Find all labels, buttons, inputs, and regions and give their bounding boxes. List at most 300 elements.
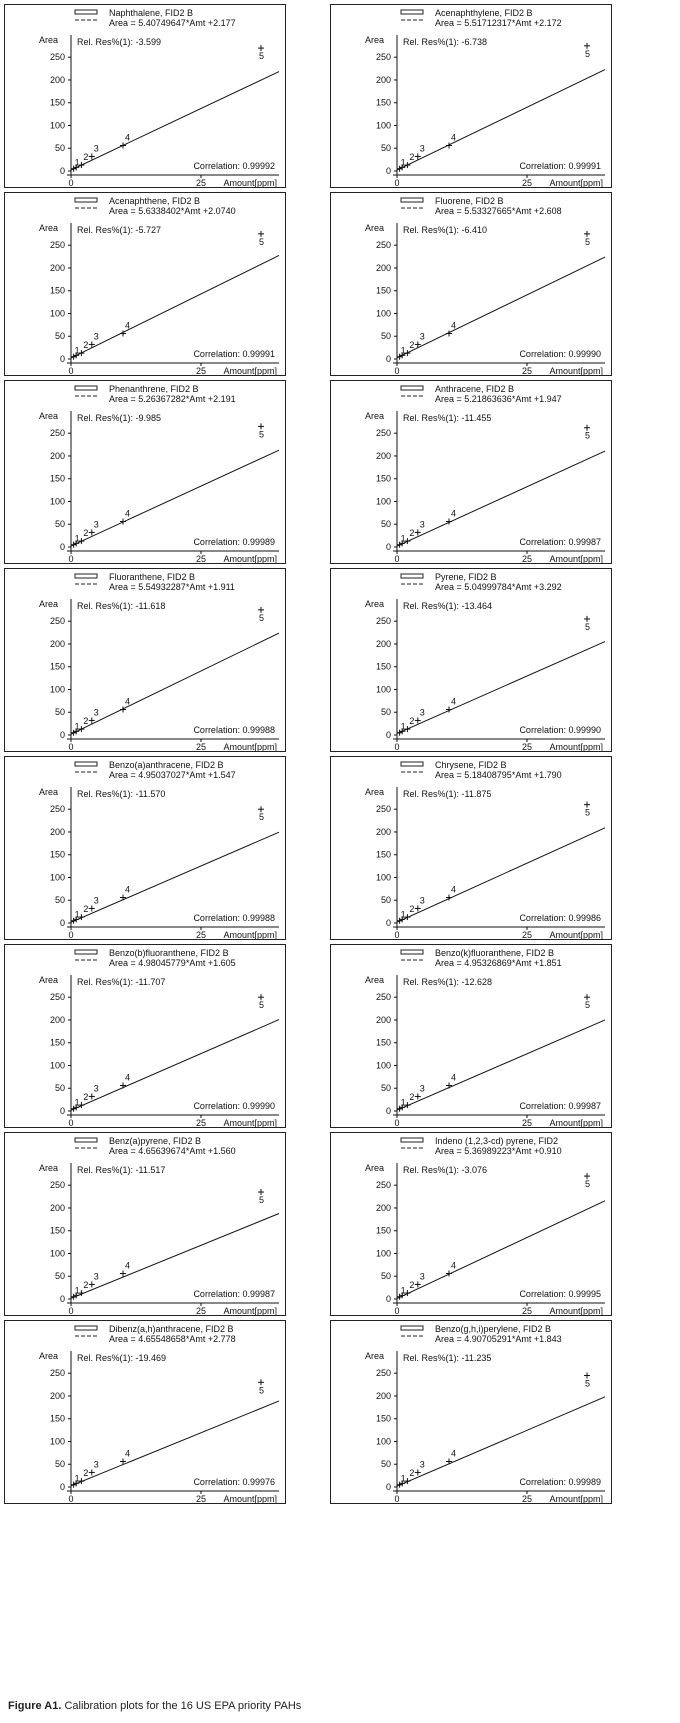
y-tick-label: 250 [375, 1180, 391, 1191]
plot-title: Benzo(k)fluoranthene, FID2 B [435, 948, 555, 958]
correlation-value: Correlation: 0.99990 [519, 349, 601, 359]
y-tick-label: 200 [375, 1202, 391, 1213]
y-tick-label: 100 [49, 496, 65, 507]
data-point-label: 3 [419, 143, 425, 154]
x-tick-label: 0 [68, 742, 74, 751]
y-tick-label: 100 [375, 496, 391, 507]
y-tick-label: 50 [54, 519, 65, 530]
y-tick-label: 0 [59, 542, 65, 552]
data-point-label: 1 [74, 157, 80, 168]
regression-equation: Area = 4.90705291*Amt +1.843 [435, 1334, 562, 1344]
x-tick-label: 25 [195, 930, 207, 939]
y-axis-label: Area [39, 1163, 59, 1173]
relative-residual: Rel. Res%(1): -6.738 [403, 37, 488, 47]
relative-residual: Rel. Res%(1): -11.235 [403, 1353, 492, 1363]
calibration-plot-panel [4, 1320, 286, 1504]
data-point-label: 1 [74, 345, 80, 356]
data-point-label: 2 [409, 904, 415, 915]
data-point-label: 5 [585, 430, 591, 441]
data-point-label: 2 [409, 1280, 415, 1291]
y-tick-label: 200 [375, 1390, 391, 1401]
data-point-label: 5 [259, 236, 265, 247]
y-tick-label: 150 [375, 1225, 391, 1236]
calibration-plot-panel [330, 1132, 612, 1316]
y-axis-label: Area [365, 599, 385, 609]
plot-title: Phenanthrene, FID2 B [109, 384, 199, 394]
y-tick-label: 250 [49, 616, 65, 627]
y-tick-label: 200 [375, 1014, 391, 1025]
regression-line [71, 72, 279, 170]
y-tick-label: 100 [49, 1436, 65, 1447]
data-point-label: 3 [93, 1459, 99, 1470]
data-point-label: 3 [93, 331, 99, 342]
y-tick-label: 150 [49, 1225, 65, 1236]
data-point-label: 3 [93, 895, 99, 906]
y-tick-label: 200 [375, 826, 391, 837]
plot-title: Acenaphthylene, FID2 B [435, 8, 533, 18]
data-point-label: 5 [259, 812, 265, 823]
y-tick-label: 50 [54, 895, 65, 906]
data-point-label: 1 [400, 909, 406, 920]
regression-line [71, 633, 279, 734]
y-tick-label: 200 [375, 450, 391, 461]
data-point-label: 1 [74, 533, 80, 544]
data-point-label: 3 [93, 143, 99, 154]
y-axis-label: Area [365, 223, 385, 233]
x-axis-label: Amount[ppm] [223, 1306, 277, 1315]
calibration-plot-panel [4, 568, 286, 752]
regression-line [397, 642, 605, 734]
calibration-plot-svg [331, 193, 611, 375]
y-tick-label: 100 [375, 1060, 391, 1071]
y-tick-label: 150 [375, 1037, 391, 1048]
correlation-value: Correlation: 0.99989 [193, 537, 275, 547]
y-tick-label: 0 [385, 166, 391, 176]
y-tick-label: 50 [380, 331, 391, 342]
y-tick-label: 250 [49, 240, 65, 251]
data-point-label: 2 [83, 528, 89, 539]
y-tick-label: 0 [59, 166, 65, 176]
data-point-label: 4 [451, 1072, 457, 1083]
data-point-label: 4 [451, 132, 457, 143]
y-axis-label: Area [39, 975, 59, 985]
data-point-label: 1 [400, 533, 406, 544]
data-point-label: 2 [83, 1468, 89, 1479]
data-point-label: 4 [451, 696, 457, 707]
y-tick-label: 0 [385, 542, 391, 552]
relative-residual: Rel. Res%(1): -11.707 [77, 977, 166, 987]
data-point-label: 4 [125, 1072, 131, 1083]
correlation-value: Correlation: 0.99989 [519, 1477, 601, 1487]
regression-equation: Area = 5.53327665*Amt +2.608 [435, 206, 562, 216]
data-point-label: 4 [125, 696, 131, 707]
y-axis-label: Area [365, 787, 385, 797]
y-tick-label: 150 [375, 97, 391, 108]
y-tick-label: 50 [380, 707, 391, 718]
correlation-value: Correlation: 0.99992 [193, 161, 275, 171]
legend-marker-icon [401, 198, 423, 202]
data-point-label: 4 [125, 132, 131, 143]
y-tick-label: 200 [375, 638, 391, 649]
y-tick-label: 100 [49, 1060, 65, 1071]
y-tick-label: 150 [49, 849, 65, 860]
plot-title: Fluorene, FID2 B [435, 196, 504, 206]
calibration-plot-svg [5, 5, 285, 187]
legend-marker-icon [75, 950, 97, 954]
regression-line [71, 1214, 279, 1299]
x-axis-label: Amount[ppm] [549, 1306, 603, 1315]
correlation-value: Correlation: 0.99988 [193, 913, 275, 923]
data-point-label: 4 [451, 1448, 457, 1459]
y-tick-label: 150 [49, 661, 65, 672]
plot-title: Chrysene, FID2 B [435, 760, 507, 770]
y-tick-label: 250 [49, 1180, 65, 1191]
regression-line [71, 832, 279, 922]
data-point-label: 1 [400, 157, 406, 168]
data-point-label: 4 [451, 884, 457, 895]
relative-residual: Rel. Res%(1): -19.469 [77, 1353, 167, 1363]
relative-residual: Rel. Res%(1): -11.618 [77, 601, 166, 611]
y-tick-label: 150 [375, 849, 391, 860]
y-axis-label: Area [39, 1351, 59, 1361]
regression-line [397, 1020, 605, 1110]
y-tick-label: 50 [380, 1083, 391, 1094]
x-tick-label: 0 [68, 554, 74, 563]
legend-marker-icon [401, 386, 423, 390]
y-axis-label: Area [365, 1163, 385, 1173]
legend-marker-icon [75, 1326, 97, 1330]
legend-marker-icon [75, 386, 97, 390]
x-tick-label: 25 [521, 1306, 533, 1315]
plot-title: Benzo(g,h,i)perylene, FID2 B [435, 1324, 552, 1334]
y-tick-label: 100 [375, 120, 391, 131]
relative-residual: Rel. Res%(1): -11.517 [77, 1165, 166, 1175]
data-point-label: 3 [93, 519, 99, 530]
correlation-value: Correlation: 0.99987 [519, 1101, 601, 1111]
data-point-label: 5 [259, 1385, 265, 1396]
legend-marker-icon [75, 762, 97, 766]
calibration-plot-panel [330, 756, 612, 940]
data-point-label: 5 [259, 1000, 265, 1011]
y-tick-label: 250 [49, 992, 65, 1003]
plot-title: Benz(a)pyrene, FID2 B [109, 1136, 202, 1146]
y-tick-label: 0 [385, 918, 391, 928]
y-tick-label: 0 [59, 918, 65, 928]
y-tick-label: 100 [49, 120, 65, 131]
y-tick-label: 250 [49, 1368, 65, 1379]
x-tick-label: 0 [394, 366, 400, 375]
y-axis-label: Area [365, 35, 385, 45]
data-point-label: 5 [585, 236, 591, 247]
y-tick-label: 250 [375, 992, 391, 1003]
y-axis-label: Area [39, 223, 59, 233]
x-tick-label: 25 [195, 178, 207, 187]
x-tick-label: 25 [195, 1494, 207, 1503]
data-point-label: 5 [259, 51, 265, 62]
x-tick-label: 0 [68, 1306, 74, 1315]
y-tick-label: 0 [385, 1294, 391, 1304]
plot-title: Naphthalene, FID2 B [109, 8, 194, 18]
data-point-label: 5 [259, 612, 265, 623]
regression-line [397, 1397, 605, 1486]
y-tick-label: 250 [375, 240, 391, 251]
correlation-value: Correlation: 0.99976 [193, 1477, 275, 1487]
x-axis-label: Amount[ppm] [223, 930, 277, 939]
data-point-label: 1 [74, 1097, 80, 1108]
regression-equation: Area = 5.18408795*Amt +1.790 [435, 770, 562, 780]
y-tick-label: 0 [59, 1482, 65, 1492]
y-tick-label: 200 [49, 1202, 65, 1213]
x-axis-label: Amount[ppm] [549, 178, 603, 187]
x-tick-label: 25 [195, 366, 207, 375]
x-axis-label: Amount[ppm] [549, 930, 603, 939]
correlation-value: Correlation: 0.99986 [519, 913, 601, 923]
regression-equation: Area = 5.04999784*Amt +3.292 [435, 582, 562, 592]
data-point-label: 3 [93, 1083, 99, 1094]
y-tick-label: 0 [59, 354, 65, 364]
legend-marker-icon [401, 1138, 423, 1142]
calibration-plot-panel [4, 4, 286, 188]
data-point-label: 3 [419, 707, 425, 718]
data-point-label: 1 [400, 1285, 406, 1296]
data-point-label: 5 [585, 48, 591, 59]
y-tick-label: 50 [380, 1271, 391, 1282]
correlation-value: Correlation: 0.99988 [193, 725, 275, 735]
calibration-plot-svg [5, 381, 285, 563]
regression-equation: Area = 4.95037027*Amt +1.547 [109, 770, 236, 780]
legend-marker-icon [401, 950, 423, 954]
calibration-plot-svg [331, 1321, 611, 1503]
relative-residual: Rel. Res%(1): -3.599 [77, 37, 162, 47]
y-tick-label: 50 [54, 143, 65, 154]
y-axis-label: Area [365, 411, 385, 421]
regression-equation: Area = 5.21863636*Amt +1.947 [435, 394, 562, 404]
x-axis-label: Amount[ppm] [223, 554, 277, 563]
data-point-label: 1 [400, 1473, 406, 1484]
relative-residual: Rel. Res%(1): -11.455 [403, 413, 492, 423]
x-tick-label: 25 [521, 1118, 533, 1127]
x-tick-label: 0 [394, 1494, 400, 1503]
y-tick-label: 200 [49, 262, 65, 273]
y-tick-label: 0 [385, 730, 391, 740]
y-tick-label: 50 [380, 1459, 391, 1470]
y-tick-label: 50 [54, 331, 65, 342]
data-point-label: 4 [451, 508, 457, 519]
x-axis-label: Amount[ppm] [549, 742, 603, 751]
calibration-plot-panel [4, 1132, 286, 1316]
y-tick-label: 200 [49, 826, 65, 837]
x-tick-label: 0 [394, 930, 400, 939]
correlation-value: Correlation: 0.99995 [519, 1289, 601, 1299]
calibration-plot-svg [5, 193, 285, 375]
y-tick-label: 0 [385, 354, 391, 364]
x-tick-label: 0 [68, 1494, 74, 1503]
x-axis-label: Amount[ppm] [223, 1118, 277, 1127]
plot-title: Anthracene, FID2 B [435, 384, 515, 394]
legend-marker-icon [75, 10, 97, 14]
data-point-label: 3 [419, 519, 425, 530]
y-axis-label: Area [39, 411, 59, 421]
data-point-label: 2 [83, 340, 89, 351]
correlation-value: Correlation: 0.99987 [193, 1289, 275, 1299]
y-tick-label: 50 [54, 707, 65, 718]
calibration-plot-panel [330, 4, 612, 188]
plot-title: Benzo(b)fluoranthene, FID2 B [109, 948, 229, 958]
legend-marker-icon [75, 574, 97, 578]
y-tick-label: 150 [375, 1413, 391, 1424]
data-point-label: 2 [409, 528, 415, 539]
data-point-label: 1 [74, 721, 80, 732]
relative-residual: Rel. Res%(1): -13.464 [403, 601, 493, 611]
y-tick-label: 100 [49, 308, 65, 319]
relative-residual: Rel. Res%(1): -9.985 [77, 413, 162, 423]
y-tick-label: 200 [49, 1390, 65, 1401]
calibration-plot-svg [5, 569, 285, 751]
y-tick-label: 250 [375, 1368, 391, 1379]
data-point-label: 3 [419, 1083, 425, 1094]
regression-line [397, 70, 605, 170]
y-tick-label: 200 [49, 74, 65, 85]
y-tick-label: 150 [49, 1413, 65, 1424]
calibration-plot-panel [4, 192, 286, 376]
data-point-label: 2 [83, 716, 89, 727]
y-tick-label: 200 [375, 262, 391, 273]
regression-line [397, 257, 605, 358]
data-point-label: 4 [125, 320, 131, 331]
y-tick-label: 150 [49, 1037, 65, 1048]
x-tick-label: 25 [521, 554, 533, 563]
x-tick-label: 0 [394, 1118, 400, 1127]
calibration-plot-svg [331, 5, 611, 187]
relative-residual: Rel. Res%(1): -11.875 [403, 789, 492, 799]
calibration-plot-panel [330, 192, 612, 376]
x-tick-label: 25 [521, 930, 533, 939]
legend-marker-icon [401, 762, 423, 766]
x-axis-label: Amount[ppm] [549, 1494, 603, 1503]
correlation-value: Correlation: 0.99991 [519, 161, 601, 171]
relative-residual: Rel. Res%(1): -5.727 [77, 225, 162, 235]
regression-line [71, 450, 279, 546]
data-point-label: 2 [409, 1092, 415, 1103]
y-axis-label: Area [365, 1351, 385, 1361]
y-axis-label: Area [39, 599, 59, 609]
y-tick-label: 250 [375, 52, 391, 63]
regression-equation: Area = 4.95326869*Amt +1.851 [435, 958, 562, 968]
data-point-label: 2 [83, 1280, 89, 1291]
calibration-plot-panel [4, 944, 286, 1128]
data-point-label: 3 [93, 707, 99, 718]
calibration-plot-panel [330, 380, 612, 564]
y-tick-label: 250 [375, 804, 391, 815]
data-point-label: 5 [585, 621, 591, 632]
y-tick-label: 50 [380, 895, 391, 906]
regression-equation: Area = 4.98045779*Amt +1.605 [109, 958, 236, 968]
relative-residual: Rel. Res%(1): -3.076 [403, 1165, 488, 1175]
y-tick-label: 250 [375, 616, 391, 627]
x-tick-label: 0 [394, 742, 400, 751]
y-axis-label: Area [39, 35, 59, 45]
x-tick-label: 25 [195, 554, 207, 563]
y-tick-label: 0 [385, 1106, 391, 1116]
x-tick-label: 25 [195, 742, 207, 751]
data-point-label: 4 [125, 508, 131, 519]
y-tick-label: 100 [375, 872, 391, 883]
correlation-value: Correlation: 0.99990 [193, 1101, 275, 1111]
x-axis-label: Amount[ppm] [549, 554, 603, 563]
correlation-value: Correlation: 0.99987 [519, 537, 601, 547]
data-point-label: 1 [400, 721, 406, 732]
figure-caption-text: Calibration plots for the 16 US EPA priority PAHs [64, 1700, 302, 1712]
plot-title: Pyrene, FID2 B [435, 572, 497, 582]
y-tick-label: 200 [49, 638, 65, 649]
y-tick-label: 150 [375, 473, 391, 484]
data-point-label: 5 [585, 1000, 591, 1011]
x-tick-label: 0 [68, 366, 74, 375]
data-point-label: 1 [400, 1097, 406, 1108]
y-tick-label: 200 [49, 1014, 65, 1025]
data-point-label: 5 [585, 807, 591, 818]
calibration-plot-panel [330, 944, 612, 1128]
legend-marker-icon [401, 574, 423, 578]
y-tick-label: 250 [49, 804, 65, 815]
x-tick-label: 0 [68, 1118, 74, 1127]
calibration-plot-panel [4, 380, 286, 564]
data-point-label: 2 [409, 1468, 415, 1479]
data-point-label: 4 [451, 1260, 457, 1271]
y-tick-label: 100 [375, 1436, 391, 1447]
x-tick-label: 0 [394, 1306, 400, 1315]
legend-marker-icon [75, 1138, 97, 1142]
calibration-plot-svg [331, 569, 611, 751]
y-tick-label: 150 [49, 97, 65, 108]
relative-residual: Rel. Res%(1): -11.570 [77, 789, 166, 799]
y-tick-label: 50 [380, 143, 391, 154]
data-point-label: 3 [419, 331, 425, 342]
plot-title: Acenaphthene, FID2 B [109, 196, 201, 206]
regression-equation: Area = 5.51712317*Amt +2.172 [435, 18, 562, 28]
legend-marker-icon [401, 1326, 423, 1330]
calibration-plot-svg [5, 757, 285, 939]
data-point-label: 1 [74, 1285, 80, 1296]
plot-title: Dibenz(a,h)anthracene, FID2 B [109, 1324, 234, 1334]
calibration-plot-svg [331, 381, 611, 563]
regression-line [71, 1401, 279, 1486]
y-axis-label: Area [365, 975, 385, 985]
regression-equation: Area = 5.36989223*Amt +0.910 [435, 1146, 562, 1156]
plot-title: Benzo(a)anthracene, FID2 B [109, 760, 224, 770]
regression-line [397, 1201, 605, 1299]
data-point-label: 2 [409, 340, 415, 351]
y-tick-label: 200 [375, 74, 391, 85]
y-tick-label: 150 [375, 661, 391, 672]
data-point-label: 3 [419, 1271, 425, 1282]
y-tick-label: 100 [375, 308, 391, 319]
calibration-plot-svg [5, 1321, 285, 1503]
regression-equation: Area = 5.26367282*Amt +2.191 [109, 394, 236, 404]
plot-title: Fluoranthene, FID2 B [109, 572, 196, 582]
y-axis-label: Area [39, 787, 59, 797]
data-point-label: 2 [83, 152, 89, 163]
y-tick-label: 100 [49, 684, 65, 695]
data-point-label: 5 [259, 1195, 265, 1206]
data-point-label: 5 [585, 1179, 591, 1190]
calibration-plot-panel [330, 568, 612, 752]
data-point-label: 2 [83, 1092, 89, 1103]
regression-line [397, 451, 605, 546]
y-tick-label: 250 [49, 428, 65, 439]
y-tick-label: 250 [375, 428, 391, 439]
x-axis-label: Amount[ppm] [549, 1118, 603, 1127]
